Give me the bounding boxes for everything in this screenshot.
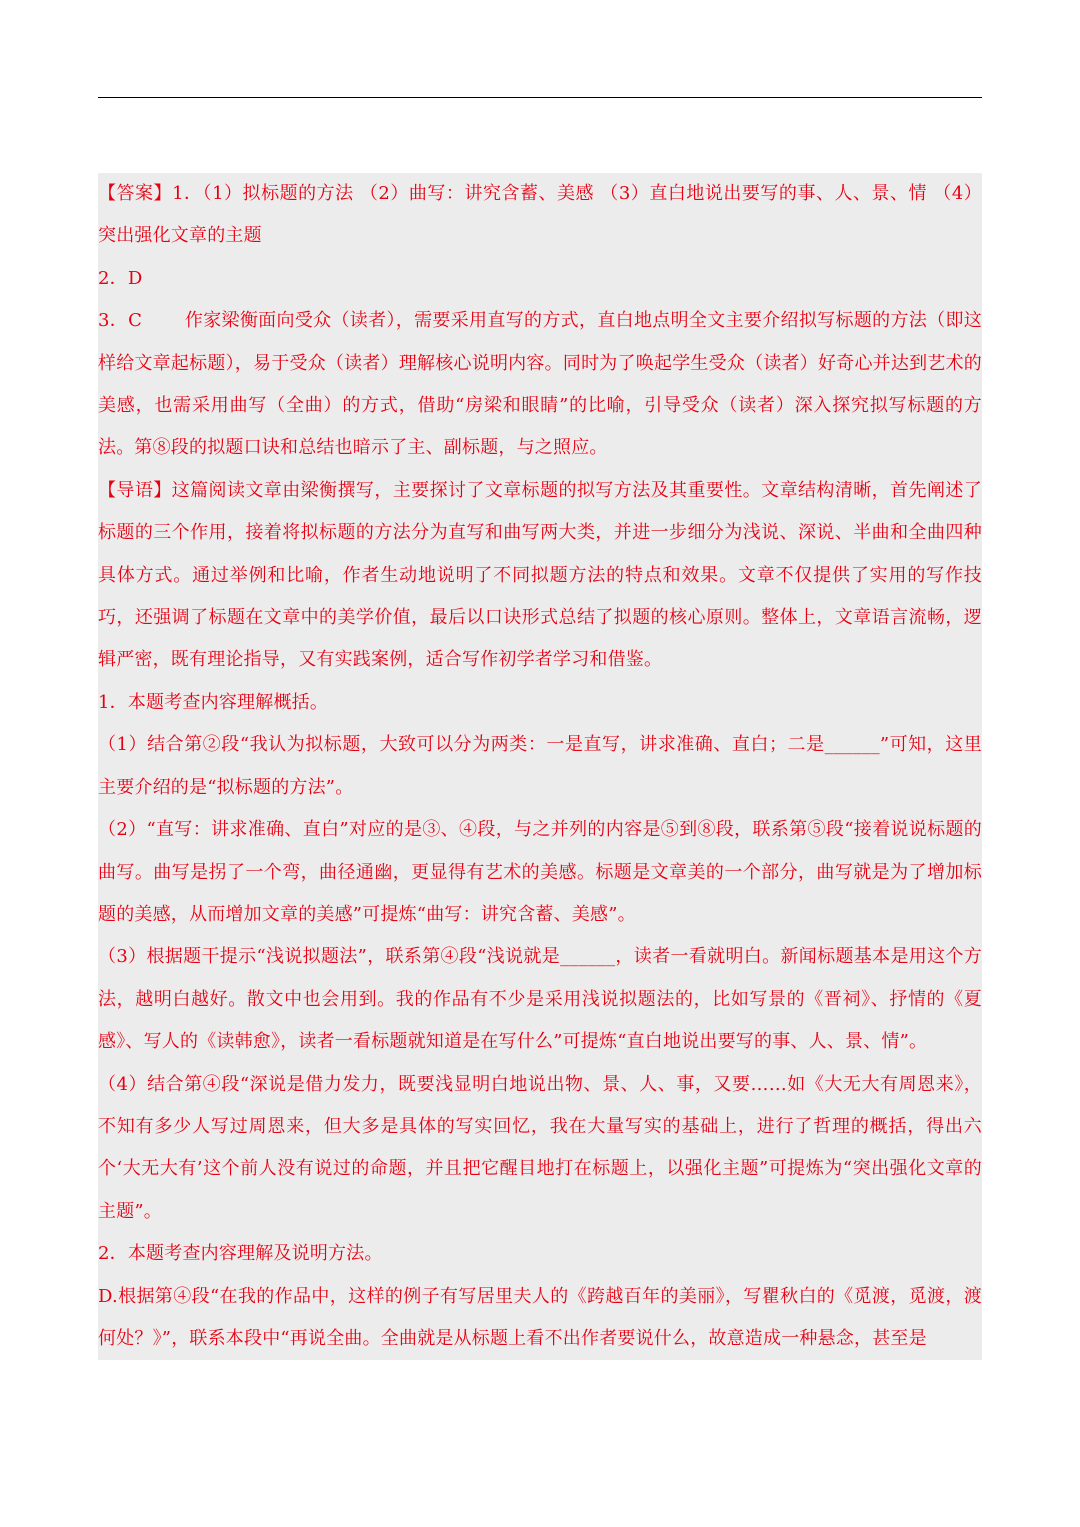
q1-part4: （4）结合第④段“深说是借力发力，既要浅显明白地说出物、景、人、事，又要……如《大无大有周恩来》，不知有多少人写过周恩来，但大多是具体的写实回忆，我在大量写实的基础上，进行了哲理的概括，得出六个‘大无大有’这个前人没有说过的命题，并且把它醒目地打在标题上，以强化主题”可提炼为“突出强化文章的主题”。 bbox=[98, 1073, 982, 1222]
answer-section bbox=[98, 173, 982, 1360]
q1-part2: （2）“直写：讲求准确、直白”对应的是③、④段，与之并列的内容是⑤到⑧段，联系第⑤段“接着说说标题的曲写。曲写是拐了一个弯，曲径通幽，更显得有艺术的美感。标题是文章美的一个部分，曲写就是为了增加标题的美感，从而增加文章的美感”可提炼“曲写：讲究含蓄、美感”。 bbox=[98, 819, 982, 925]
q1-heading: 1．本题考查内容理解概括。 bbox=[98, 691, 329, 713]
answer-2: 2．D bbox=[98, 267, 143, 289]
answer-3: 3．C 作家梁衡面向受众（读者），需要采用直写的方式，直白地点明全文主要介绍拟写标题的方法（即这样给文章起标题），易于受众（读者）理解核心说明内容。同时为了唤起学生受众（读者）好奇心并达到艺术的美感，也需采用曲写（全曲）的方式，借助“房梁和眼睛”的比喻，引导受众（读者）深入探究拟写标题的方法。第⑧段的拟题口诀和总结也暗示了主、副标题，与之照应。 bbox=[98, 310, 982, 459]
q1-part3: （3）根据题干提示“浅说拟题法”，联系第④段“浅说就是______，读者一看就明白。新闻标题基本是用这个方法，越明白越好。散文中也会用到。我的作品有不少是采用浅说拟题法的，比如写景的《晋祠》、抒情的《夏感》、写人的《读韩愈》，读者一看标题就知道是在写什么”可提炼“直白地说出要写的事、人、景、情”。 bbox=[98, 946, 982, 1053]
guide-intro: 【导语】这篇阅读文章由梁衡撰写，主要探讨了文章标题的拟写方法及其重要性。文章结构清晰，首先阐述了标题的三个作用，接着将拟标题的方法分为直写和曲写两大类，并进一步细分为浅说、深说、半曲和全曲四种具体方式。通过举例和比喻，作者生动地说明了不同拟题方法的特点和效果。文章不仅提供了实用的写作技巧，还强调了标题在文章中的美学价值，最后以口诀形式总结了拟题的核心原则。整体上，文章语言流畅，逻辑严密，既有理论指导，又有实践案例，适合写作初学者学习和借鉴。 bbox=[98, 479, 982, 671]
q2-heading: 2．本题考查内容理解及说明方法。 bbox=[98, 1243, 383, 1265]
q1-part1: （1）结合第②段“我认为拟标题，大致可以分为两类：一是直写，讲求准确、直白；二是______”可知，这里主要介绍的是“拟标题的方法”。 bbox=[98, 734, 982, 798]
header-rule bbox=[98, 97, 982, 98]
q2-option-d: D.根据第④段“在我的作品中，这样的例子有写居里夫人的《跨越百年的美丽》，写瞿秋白的《觅渡，觅渡，渡何处？》”，联系本段中“再说全曲。全曲就是从标题上看不出作者要说什么，故意造成一种悬念，甚至是 bbox=[98, 1285, 982, 1349]
answer-summary: 【答案】1．（1）拟标题的方法 （2）曲写：讲究含蓄、美感 （3）直白地说出要写的事、人、景、情 （4）突出强化文章的主题 bbox=[98, 183, 982, 247]
